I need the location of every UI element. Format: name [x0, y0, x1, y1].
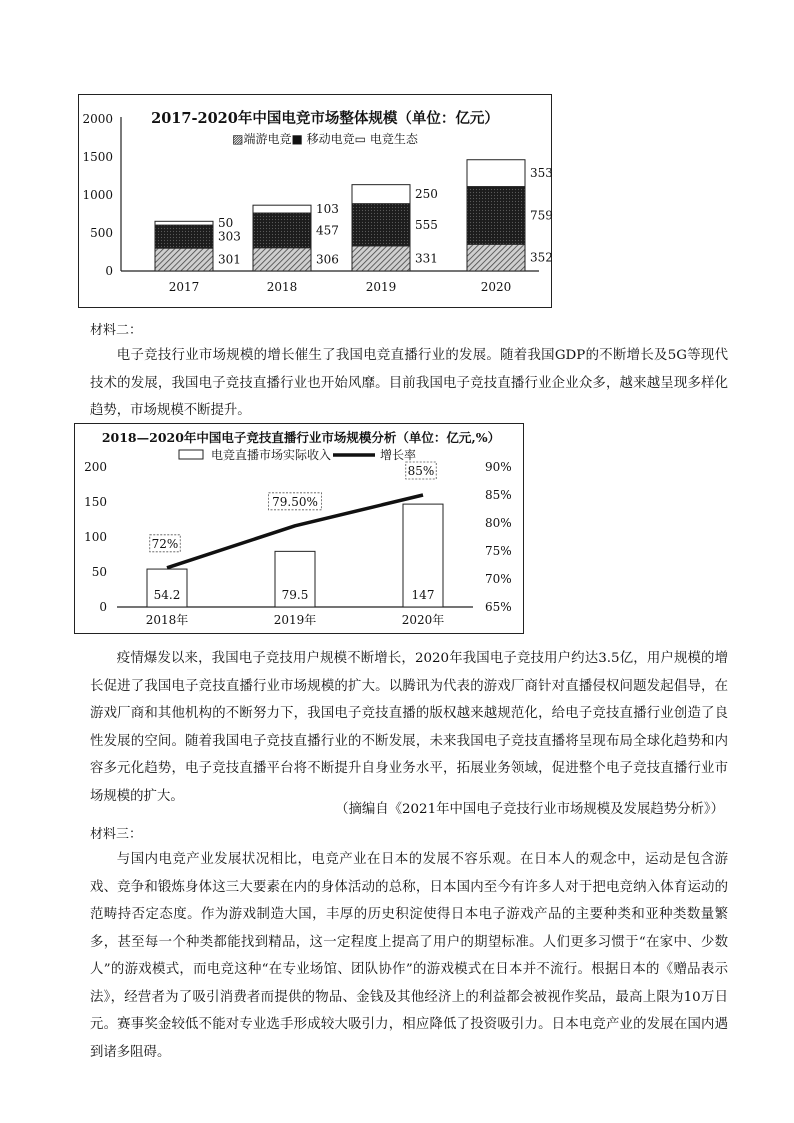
chart1-data-label: 555 — [415, 217, 438, 232]
chart2-ytick-right-label: 80% — [485, 516, 512, 530]
chart2-ytick-right-label: 90% — [485, 460, 512, 474]
chart2-legend-bar-label: 电竞直播市场实际收入 — [211, 448, 332, 462]
heading-material-3: 材料三： — [90, 827, 143, 842]
chart1-bar-segment — [155, 248, 213, 271]
chart1-data-label: 303 — [218, 229, 241, 244]
chart2-ytick-left-label: 150 — [84, 495, 107, 509]
chart2-ytick-right-label: 70% — [485, 572, 512, 586]
chart1-ytick-label: 0 — [105, 264, 113, 278]
chart1-data-label: 306 — [316, 252, 339, 267]
paragraph-3: 与国内电竞产业发展状况相比，电竞产业在日本的发展不容乐观。在日本人的观念中，运动是包含游戏、竞争和锻炼身体这三大要素在内的身体活动的总称，日本国内至今有许多人对于把电竞纳入体育运动的范畴持否定态度。作为游戏制造大国，丰厚的历史积淀使得日本电子游戏产品的主要种类和亚种类数量繁多，甚至每一个种类都能找到精品，这一定程度上提高了用户的期望标准。人们更多习惯于“在家中、少数人”的游戏模式，而电竞这种“在专业场馆、团队协作”的游戏模式在日本并不流行。根据日本的《赠品表示法》，经营者为了吸引消费者而提供的物品、金钱及其他经济上的利益都会被视作奖品，最高上限为10万日元。赛事奖金较低不能对专业选手形成较大吸引力，相应降低了投资吸引力。日本电竞产业的发展在国内遇到诸多阻碍。 — [90, 852, 728, 1060]
chart2-ytick-left-label: 0 — [99, 600, 107, 614]
chart1-data-label: 250 — [415, 187, 438, 202]
esports-market-chart-svg — [79, 95, 551, 307]
chart1-data-label: 352 — [530, 250, 553, 265]
chart2-ytick-right-label: 85% — [485, 488, 512, 502]
chart2-legend-bar-swatch — [179, 450, 203, 459]
chart1-ytick-label: 1500 — [82, 150, 113, 164]
esports-market-chart — [78, 94, 552, 308]
chart1-ytick-label: 500 — [90, 226, 113, 240]
chart1-bar-segment — [155, 221, 213, 225]
chart2-ytick-right-label: 75% — [485, 544, 512, 558]
chart1-xtick-label: 2018 — [266, 280, 298, 294]
heading-material-2: 材料二： — [90, 323, 143, 338]
chart1-bar-segment — [467, 160, 525, 187]
source-citation: （摘编自《2021年中国电子竞技行业市场规模及发展趋势分析》） — [335, 802, 724, 817]
chart2-growth-label: 79.50% — [272, 494, 318, 509]
chart1-bar-segment — [253, 213, 311, 248]
paragraph-2: 疫情爆发以来，我国电子竞技用户规模不断增长，2020年我国电子竞技用户约达3.5亿，用户规模的增长促进了我国电子竞技直播行业市场规模的扩大。以腾讯为代表的游戏厂商针对直播侵权问题发起倡导，在游戏厂商和其他机构的不断努力下，我国电子竞技直播的版权越来越规范化，给电子竞技直播行业创造了良性发展的空间。随着我国电子竞技直播行业的不断发展，未来我国电子竞技直播将呈现布局全球化趋势和内容多元化趋势，电子竞技直播平台将不断提升自身业务水平，拓展业务领域，促进整个电子竞技直播行业市场规模的扩大。 — [90, 651, 728, 804]
chart1-ytick-label: 1000 — [82, 188, 113, 202]
chart1-data-label: 103 — [316, 202, 339, 217]
chart1-bar-segment — [352, 204, 410, 246]
chart2-growth-label: 72% — [151, 536, 179, 551]
chart1-data-label: 50 — [218, 216, 234, 231]
chart2-legend-line-label: 增长率 — [380, 448, 417, 462]
chart2-title: 2018—2020年中国电子竞技直播行业市场规模分析（单位：亿元,%） — [101, 430, 501, 445]
chart2-bar-label: 54.2 — [153, 588, 181, 602]
chart1-data-label: 301 — [218, 252, 241, 267]
live-streaming-chart-svg — [75, 424, 523, 633]
chart1-bar-segment — [155, 225, 213, 248]
chart1-title: 2017-2020年中国电竞市场整体规模（单位：亿元） — [151, 110, 499, 127]
chart2-xtick-label: 2020年 — [401, 613, 445, 627]
chart1-data-label: 759 — [530, 208, 553, 223]
chart1-xtick-label: 2020 — [480, 280, 512, 294]
paragraph-1: 电子竞技行业市场规模的增长催生了我国电竞直播行业的发展。随着我国GDP的不断增长及5G等现代技术的发展，我国电子竞技直播行业也开始风靡。目前我国电子竞技直播行业企业众多，越来越呈现多样化趋势，市场规模不断提升。 — [90, 348, 728, 418]
chart1-bar-segment — [253, 205, 311, 213]
chart2-ytick-left-label: 50 — [91, 565, 107, 579]
chart1-legend: ▨端游电竞■ 移动电竞▭ 电竞生态 — [232, 132, 418, 146]
chart2-bar-label: 79.5 — [281, 588, 309, 602]
chart2-xtick-label: 2018年 — [145, 613, 189, 627]
chart1-ytick-label: 2000 — [82, 112, 113, 126]
chart1-bar-segment — [467, 244, 525, 271]
chart1-bar-segment — [352, 246, 410, 271]
chart2-ytick-left-label: 200 — [84, 460, 107, 474]
chart2-xtick-label: 2019年 — [273, 613, 317, 627]
chart1-data-label: 331 — [415, 251, 438, 266]
chart1-xtick-label: 2019 — [365, 280, 397, 294]
chart1-bar-segment — [352, 185, 410, 204]
chart1-bar-segment — [253, 248, 311, 271]
chart1-data-label: 353 — [530, 166, 553, 181]
chart1-xtick-label: 2017 — [168, 280, 200, 294]
chart2-ytick-left-label: 100 — [84, 530, 107, 544]
chart2-bar-label: 147 — [411, 588, 435, 602]
chart2-growth-label: 85% — [407, 464, 435, 478]
chart1-bar-segment — [467, 187, 525, 245]
live-streaming-chart — [74, 423, 524, 634]
chart2-ytick-right-label: 65% — [485, 600, 512, 614]
chart1-data-label: 457 — [316, 223, 339, 238]
